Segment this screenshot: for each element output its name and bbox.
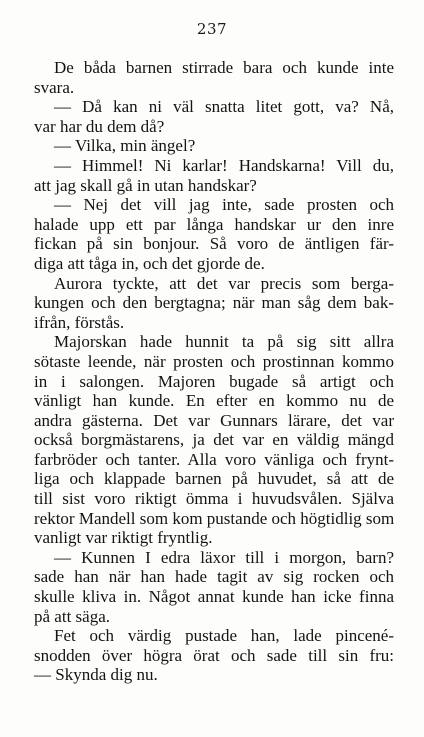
body-text	[34, 58, 394, 685]
text-line: — Himmel! Ni karlar! Handskarna! Vill du,	[54, 155, 394, 175]
text-line: fickan på sin bonjour. Så voro de äntligen fär-	[34, 234, 394, 254]
text-line: diga att tåga in, och det gjorde de.	[34, 253, 265, 273]
text-line: sade han när han hade tagit av sig rocken och	[34, 567, 394, 587]
text-line: andra gästerna. Det var Gunnars lärare, det var	[34, 410, 394, 430]
text-line: De båda barnen stirrade bara och kunde inte	[54, 58, 394, 77]
text-line: att jag skall gå in utan handskar?	[34, 175, 257, 195]
text-line: — Kunnen I edra läxor till i morgon, barn?	[54, 547, 394, 567]
text-line: in i salongen. Majoren bugade så artigt och	[34, 371, 394, 391]
text-line: Aurora tyckte, att det var precis som berga-	[54, 273, 394, 293]
text-line: rektor Mandell som kom pustande och högtidlig som	[34, 508, 395, 528]
text-line: var har du dem då?	[34, 116, 165, 136]
text-line: vanligt var riktigt fryntlig.	[34, 528, 213, 548]
text-line: farbröder och tanter. Alla voro vänliga och frynt-	[34, 449, 394, 469]
page-number: 237	[196, 20, 228, 38]
text-line: — Då kan ni väl snatta litet gott, va? Nå,	[54, 97, 394, 117]
text-line: — Nej det vill jag inte, sade prosten och	[54, 195, 394, 215]
text-line: också borgmästarens, ja det var en väldig mängd	[34, 430, 394, 450]
text-line: — Skynda dig nu.	[34, 665, 158, 685]
text-line: halade upp ett par långa handskar ur den inre	[34, 214, 394, 234]
text-line: på att säga.	[34, 606, 110, 626]
text-line: — Vilka, min ängel?	[54, 136, 196, 156]
text-line: Majorskan hade hunnit ta på sig sitt allra	[54, 332, 394, 352]
text-line: skulle kliva in. Något annat kunde han icke finna	[34, 587, 394, 607]
text-line: liga och klappade barnen på huvudet, så att de	[34, 469, 394, 489]
text-line: ifrån, förstås.	[34, 312, 125, 332]
text-line: Fet och värdig pustade han, lade pincené-	[54, 626, 394, 646]
text-line: snodden över högra örat och sade till sin fru:	[34, 645, 394, 665]
text-line: sötaste leende, när prosten och prostinnan kommo	[34, 351, 394, 371]
text-line: kungen och den bergtagna; när man såg dem bak-	[34, 293, 394, 313]
text-line: till sist voro riktigt ömma i huvudsvålen. Själva	[34, 489, 394, 509]
text-line: vänligt han kunde. En efter en kommo nu de	[34, 391, 394, 411]
text-line: svara.	[34, 77, 75, 97]
